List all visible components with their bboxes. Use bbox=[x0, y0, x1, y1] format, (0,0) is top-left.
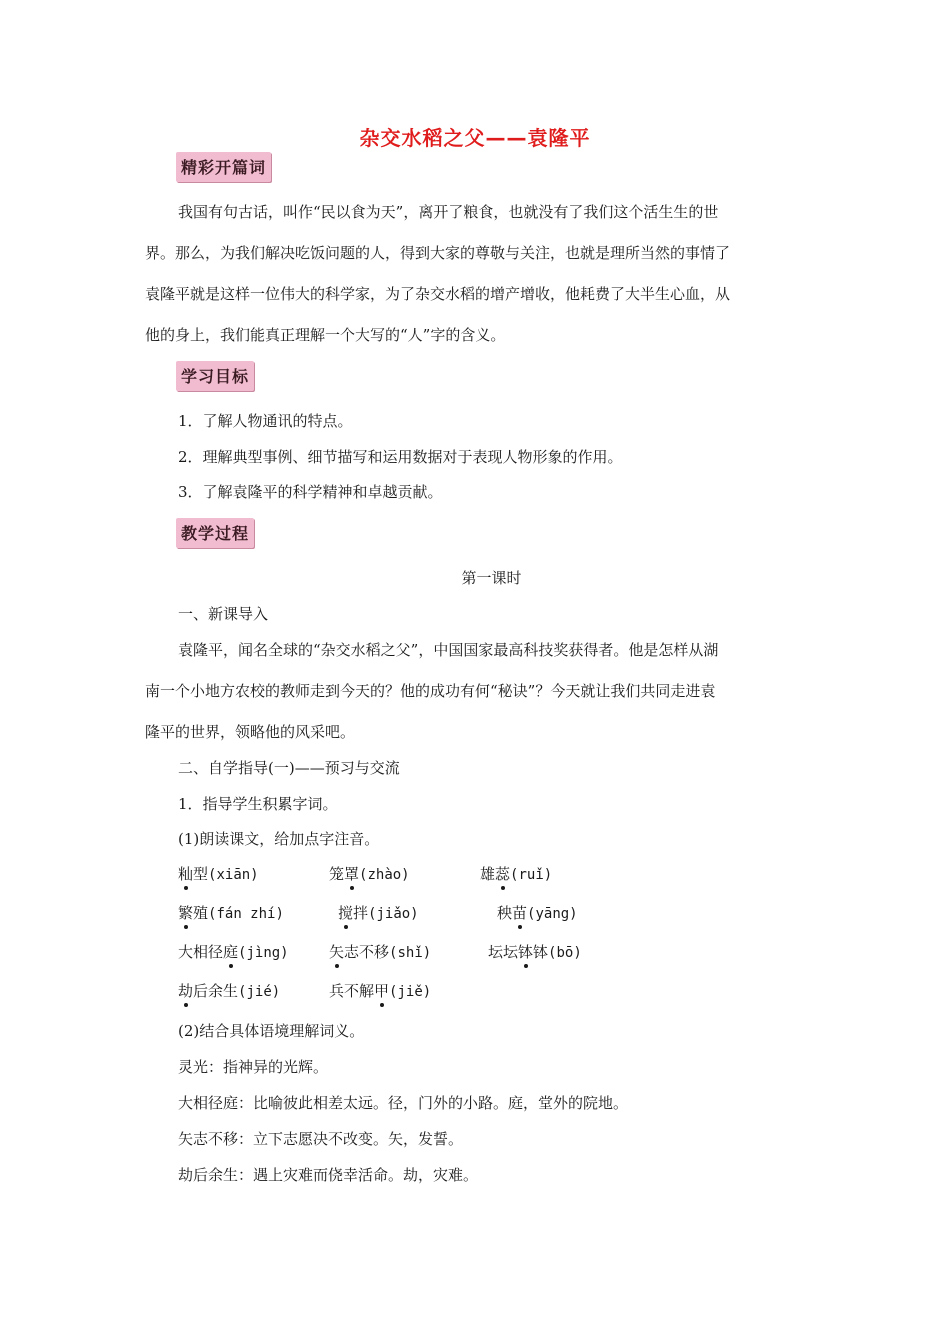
vocab-item: 繁殖(fán zhí) bbox=[178, 904, 284, 922]
vocab-item: 搅拌(jiǎo) bbox=[338, 904, 419, 922]
part1-line-3: 隆平的世界，领略他的风采吧。 bbox=[145, 723, 356, 741]
intro-line-2: 界。那么，为我们解决吃饭问题的人，得到大家的尊敬与关注，也就是理所当然的事情了 bbox=[145, 244, 731, 262]
goal-item-1: 1．了解人物通讯的特点。 bbox=[178, 412, 353, 430]
vocab-item: 劫后余生(jié) bbox=[178, 982, 281, 1000]
vocab-item: 笼罩(zhào) bbox=[329, 865, 410, 883]
lesson-label: 第一课时 bbox=[461, 569, 522, 587]
vocab-item: 坛坛钵钵(bō) bbox=[488, 943, 582, 961]
definition-2: 大相径庭：比喻彼此相差太远。径，门外的小路。庭，堂外的院地。 bbox=[178, 1094, 629, 1112]
section-badge-opening: 精彩开篇词 bbox=[176, 152, 271, 182]
section-badge-goals: 学习目标 bbox=[176, 361, 254, 391]
vocab-item: 秧苗(yāng) bbox=[497, 904, 578, 922]
vocab-item: 雄蕊(ruǐ) bbox=[480, 865, 553, 883]
part1-heading: 一、新课导入 bbox=[178, 605, 269, 623]
vocab-item: 矢志不移(shǐ) bbox=[329, 943, 432, 961]
part1-line-2: 南一个小地方农校的教师走到今天的？他的成功有何“秘诀”？今天就让我们共同走进袁 bbox=[145, 682, 716, 700]
definition-1: 灵光：指神异的光辉。 bbox=[178, 1058, 329, 1076]
intro-line-1: 我国有句古话，叫作“民以食为天”，离开了粮食，也就没有了我们这个活生生的世 bbox=[178, 203, 719, 221]
goal-item-2: 2．理解典型事例、细节描写和运用数据对于表现人物形象的作用。 bbox=[178, 448, 623, 466]
section-badge-process: 教学过程 bbox=[176, 518, 254, 548]
intro-line-4: 他的身上，我们能真正理解一个大写的“人”字的含义。 bbox=[145, 326, 506, 344]
goal-item-3: 3．了解袁隆平的科学精神和卓越贡献。 bbox=[178, 483, 443, 501]
part2-sub-2: (2)结合具体语境理解词义。 bbox=[178, 1022, 365, 1040]
vocab-item: 兵不解甲(jiě) bbox=[329, 982, 432, 1000]
vocab-item: 籼型(xiān) bbox=[178, 865, 259, 883]
part2-sub-1: (1)朗读课文，给加点字注音。 bbox=[178, 830, 380, 848]
definition-3: 矢志不移：立下志愿决不改变。矢，发誓。 bbox=[178, 1130, 464, 1148]
part2-item-1: 1．指导学生积累字词。 bbox=[178, 795, 338, 813]
part1-line-1: 袁隆平，闻名全球的“杂交水稻之父”，中国国家最高科技奖获得者。他是怎样从湖 bbox=[178, 641, 719, 659]
page-title: 杂交水稻之父——袁隆平 bbox=[359, 126, 591, 150]
definition-4: 劫后余生：遇上灾难而侥幸活命。劫，灾难。 bbox=[178, 1166, 479, 1184]
part2-heading: 二、自学指导(一)——预习与交流 bbox=[178, 759, 400, 777]
intro-line-3: 袁隆平就是这样一位伟大的科学家，为了杂交水稻的增产增收，他耗费了大半生心血，从 bbox=[145, 285, 731, 303]
vocab-item: 大相径庭(jìng) bbox=[178, 943, 289, 961]
